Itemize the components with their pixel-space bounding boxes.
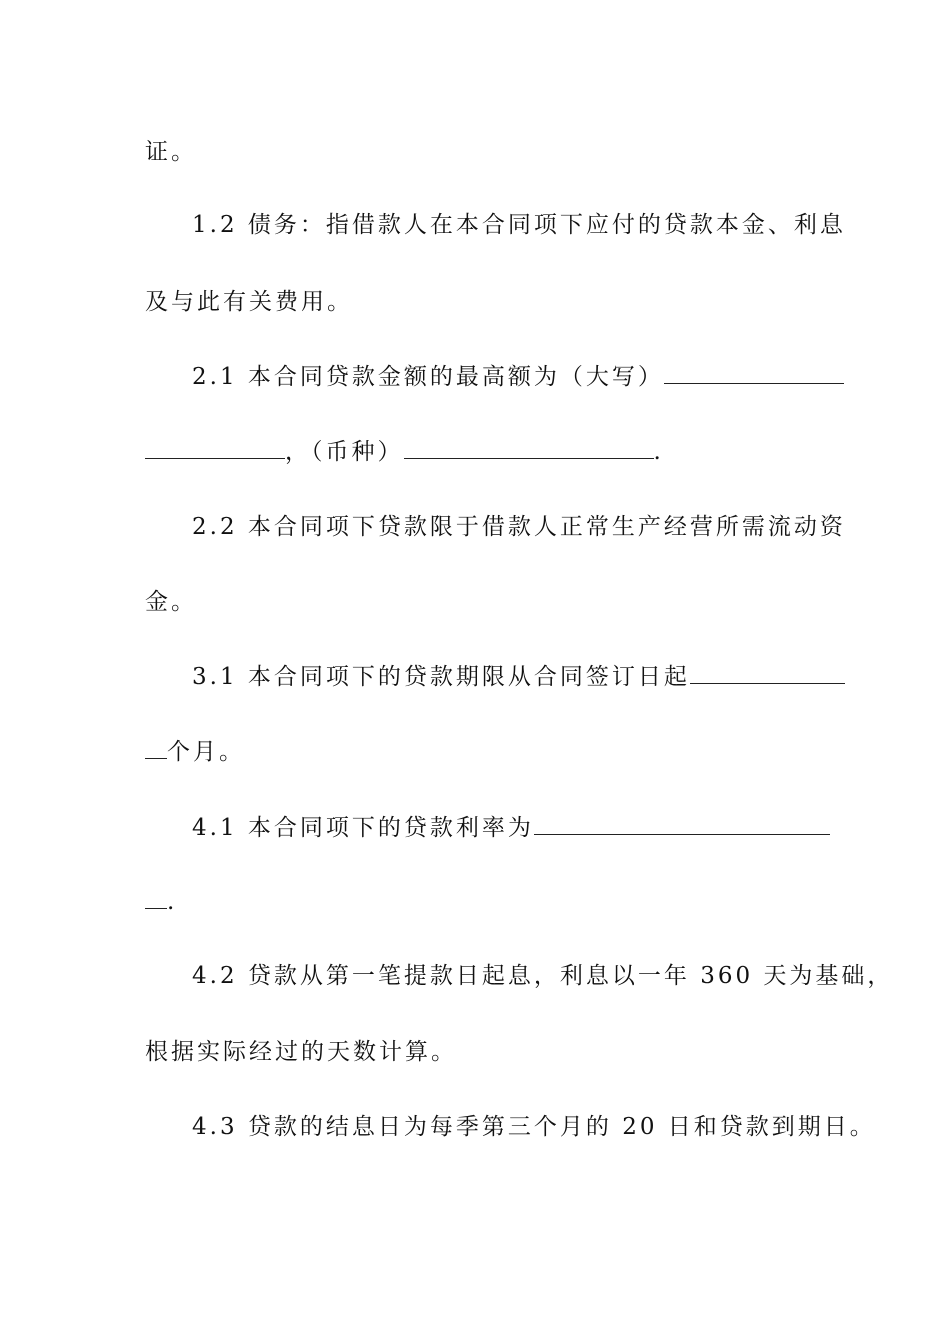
currency-line: ，（币种） . <box>145 437 807 467</box>
interest-rate-blank-continued[interactable] <box>145 888 167 909</box>
clause-2-2: 2.2 本合同项下贷款限于借款人正常生产经营所需流动资 <box>192 514 846 540</box>
clause-1-2: 1.2 债务：指借款人在本合同项下应付的贷款本金、利息 <box>192 212 846 238</box>
paragraph-line: 金。 <box>145 589 197 615</box>
clause-2-1: 2.1 本合同贷款金额的最高额为（大写） <box>192 362 854 392</box>
term-line: 个月。 <box>145 737 807 767</box>
amount-blank-continued[interactable] <box>145 438 285 459</box>
clause-4-2: 4.2 贷款从第一笔提款日起息，利息以一年 360 天为基础， <box>192 963 894 989</box>
clause-4-3: 4.3 贷款的结息日为每季第三个月的 20 日和贷款到期日。 <box>192 1114 876 1140</box>
term-blank[interactable] <box>690 663 845 684</box>
currency-blank[interactable] <box>404 438 654 459</box>
amount-blank[interactable] <box>664 363 844 384</box>
paragraph-line: 及与此有关费用。 <box>145 289 353 315</box>
term-blank-continued[interactable] <box>145 738 167 759</box>
clause-3-1: 3.1 本合同项下的贷款期限从合同签订日起 <box>192 662 854 692</box>
clause-4-1: 4.1 本合同项下的贷款利率为 <box>192 813 854 843</box>
paragraph-line: 证。 <box>145 139 197 165</box>
paragraph-line: 根据实际经过的天数计算。 <box>145 1039 457 1065</box>
interest-rate-blank[interactable] <box>534 814 830 835</box>
rate-line: . <box>145 887 807 917</box>
